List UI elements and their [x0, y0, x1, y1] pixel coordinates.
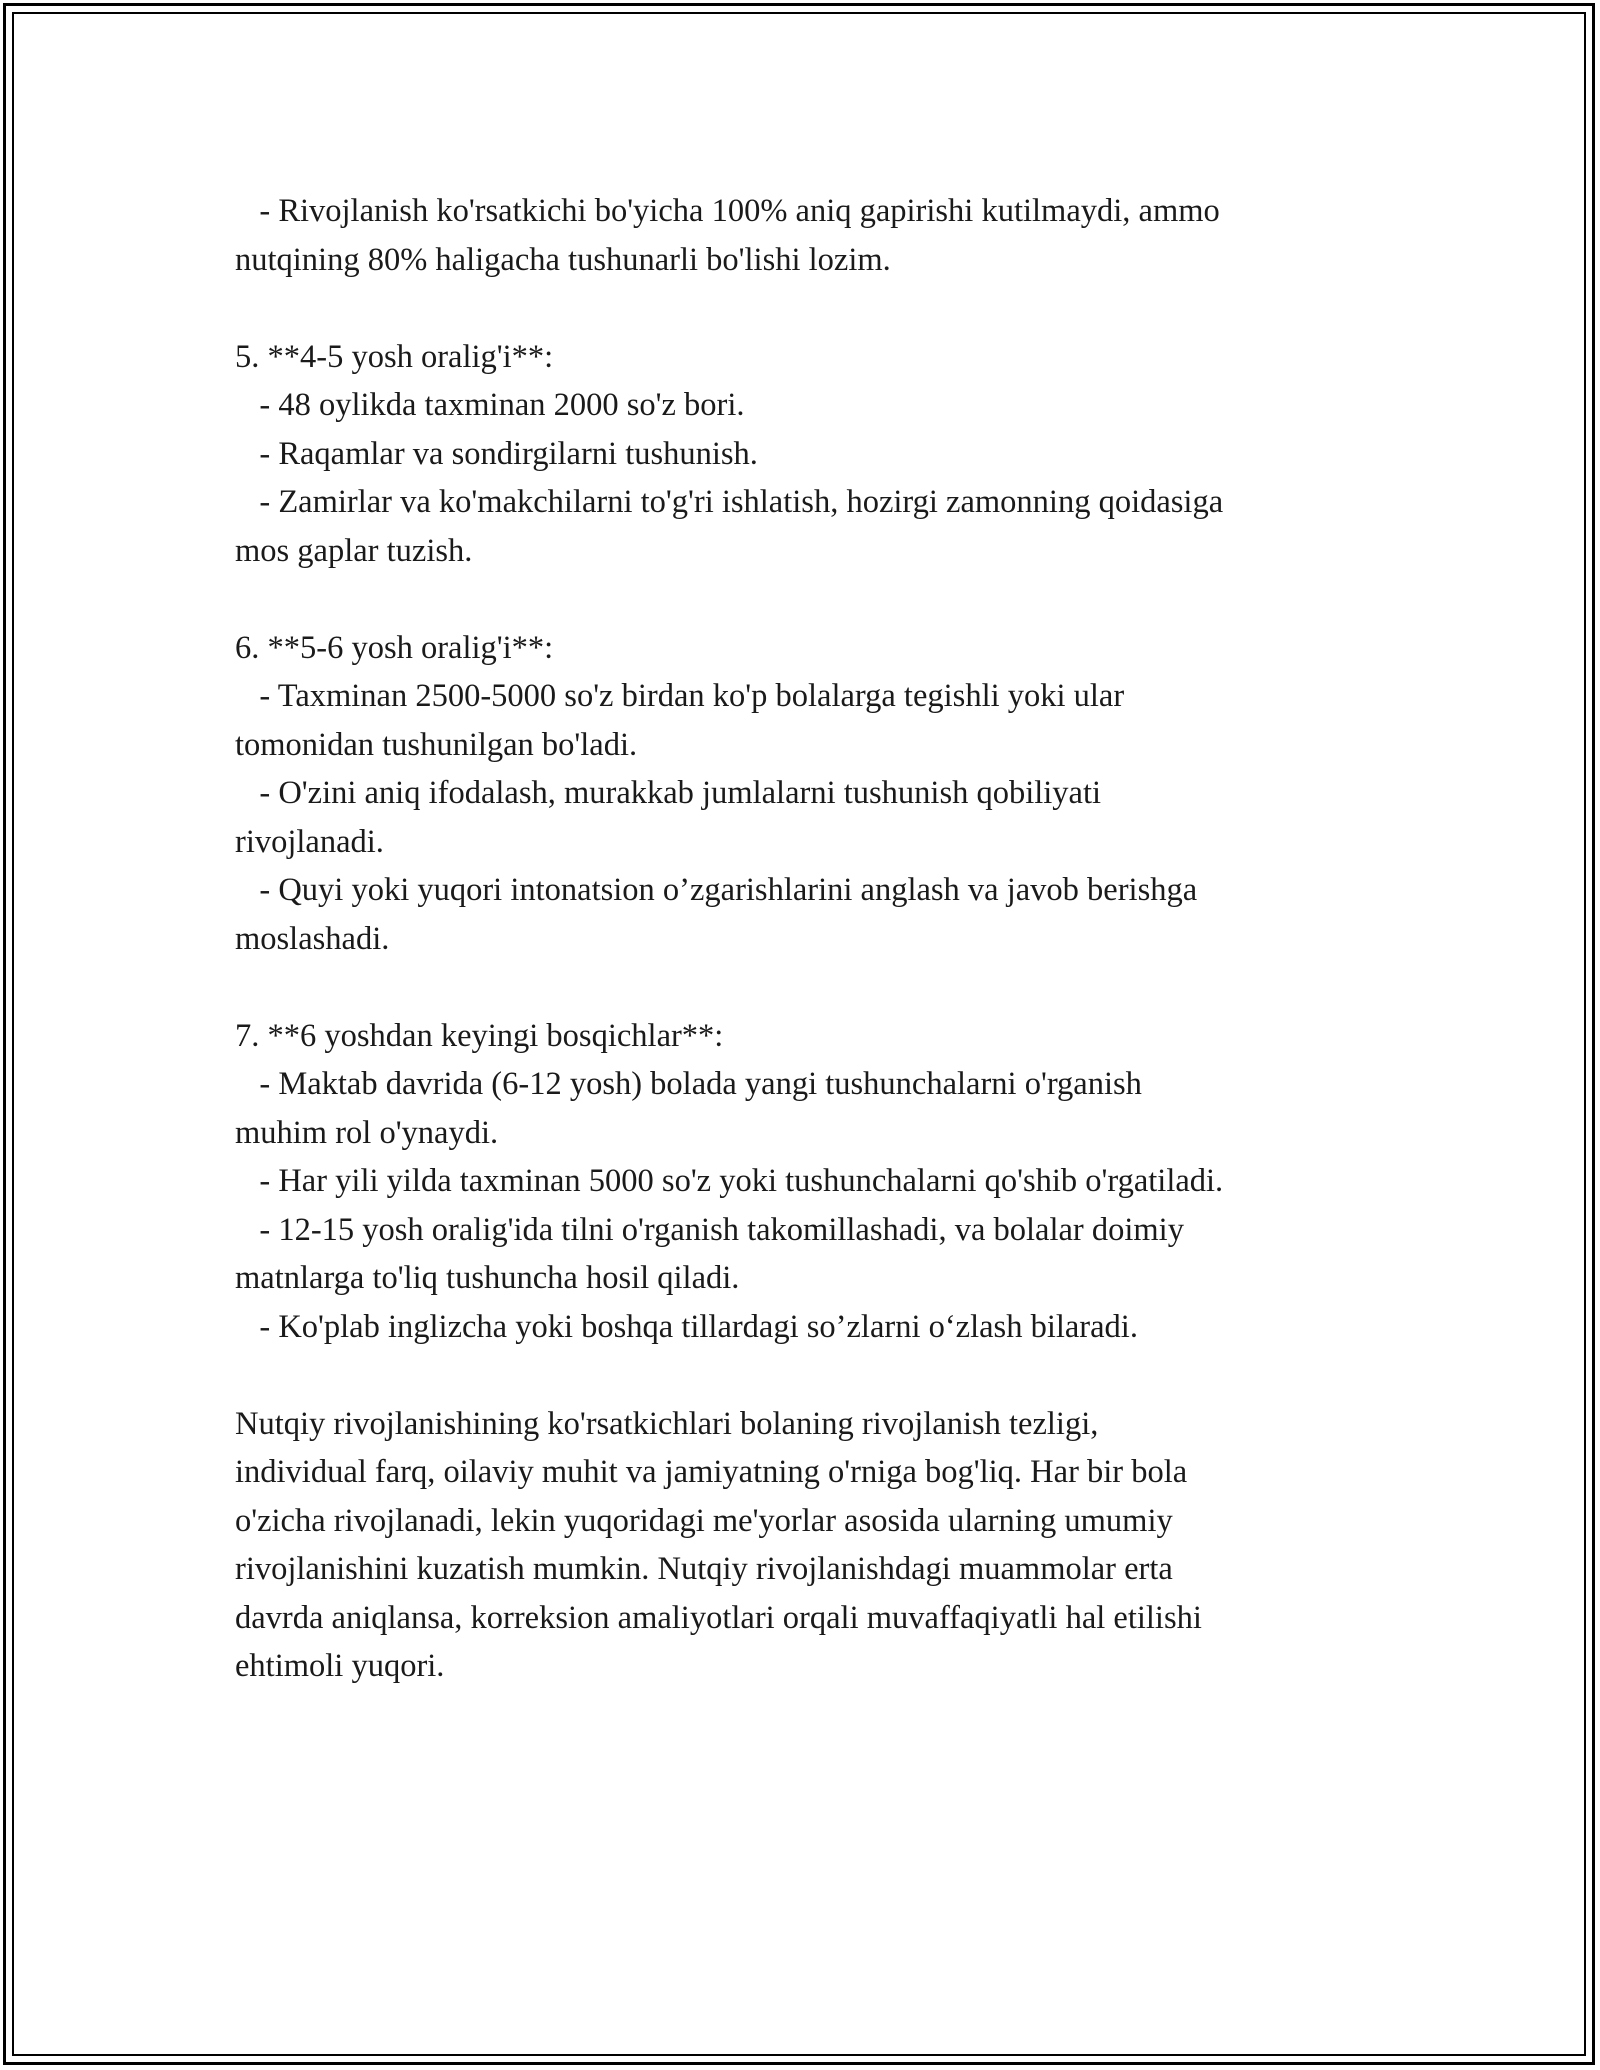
blank-line	[235, 1351, 1375, 1400]
section-heading: 7. **6 yoshdan keyingi bosqichlar**:	[235, 1017, 724, 1054]
blank-line	[235, 575, 1375, 624]
paragraph-line: Nutqiy rivojlanishining ko'rsatkichlari bolaning rivojlanish tezligi,	[235, 1405, 1099, 1442]
paragraph-line: rivojlanishini kuzatish mumkin. Nutqiy rivojlanishdagi muammolar erta	[235, 1551, 1173, 1587]
list-item: - Quyi yoki yuqori intonatsion o’zgarishlarini anglash va javob berishga	[235, 872, 1198, 908]
text-line: moslashadi.	[235, 920, 390, 957]
section-heading: 6. **5-6 yosh oralig'i**:	[235, 629, 554, 666]
paragraph-line: individual farq, oilaviy muhit va jamiyatning o'rniga bog'liq. Har bir bola	[235, 1454, 1188, 1490]
list-item: - 48 oylikda taxminan 2000 so'z bori.	[235, 387, 745, 423]
paragraph-line: davrda aniqlansa, korreksion amaliyotlari orqali muvaffaqiyatli hal etilishi	[235, 1599, 1202, 1636]
blank-line	[235, 284, 1375, 333]
blank-line	[235, 963, 1375, 1012]
list-item: - Raqamlar va sondirgilarni tushunish.	[235, 435, 758, 472]
text-line: mos gaplar tuzish.	[235, 532, 473, 569]
list-item: - Zamirlar va ko'makchilarni to'g'ri ishlatish, hozirgi zamonning qoidasiga	[235, 484, 1224, 520]
text-line: rivojlanadi.	[235, 823, 384, 860]
document-body	[235, 187, 1375, 1691]
text-line: nutqining 80% haligacha tushunarli bo'lishi lozim.	[235, 241, 891, 278]
text-line: muhim rol o'ynaydi.	[235, 1114, 499, 1151]
list-item: - Maktab davrida (6-12 yosh) bolada yangi tushunchalarni o'rganish	[235, 1066, 1142, 1102]
paragraph-line: ehtimoli yuqori.	[235, 1648, 445, 1684]
text-line: tomonidan tushunilgan bo'ladi.	[235, 726, 638, 763]
text-line: - Rivojlanish ko'rsatkichi bo'yicha 100% aniq gapirishi kutilmaydi, ammo	[235, 193, 1220, 229]
paragraph-line: o'zicha rivojlanadi, lekin yuqoridagi me'yorlar asosida ularning umumiy	[235, 1502, 1173, 1539]
text-line: matnlarga to'liq tushuncha hosil qiladi.	[235, 1260, 740, 1296]
list-item: - Har yili yilda taxminan 5000 so'z yoki tushunchalarni qo'shib o'rgatiladi.	[235, 1163, 1224, 1199]
list-item: - O'zini aniq ifodalash, murakkab jumlalarni tushunish qobiliyati	[235, 775, 1102, 811]
list-item: - Ko'plab inglizcha yoki boshqa tillardagi so’zlarni o‘zlash bilaradi.	[235, 1308, 1138, 1345]
list-item: - 12-15 yosh oralig'ida tilni o'rganish takomillashadi, va bolalar doimiy	[235, 1211, 1184, 1248]
section-heading: 5. **4-5 yosh oralig'i**:	[235, 338, 554, 375]
list-item: - Taxminan 2500-5000 so'z birdan ko'p bolalarga tegishli yoki ular	[235, 678, 1125, 714]
